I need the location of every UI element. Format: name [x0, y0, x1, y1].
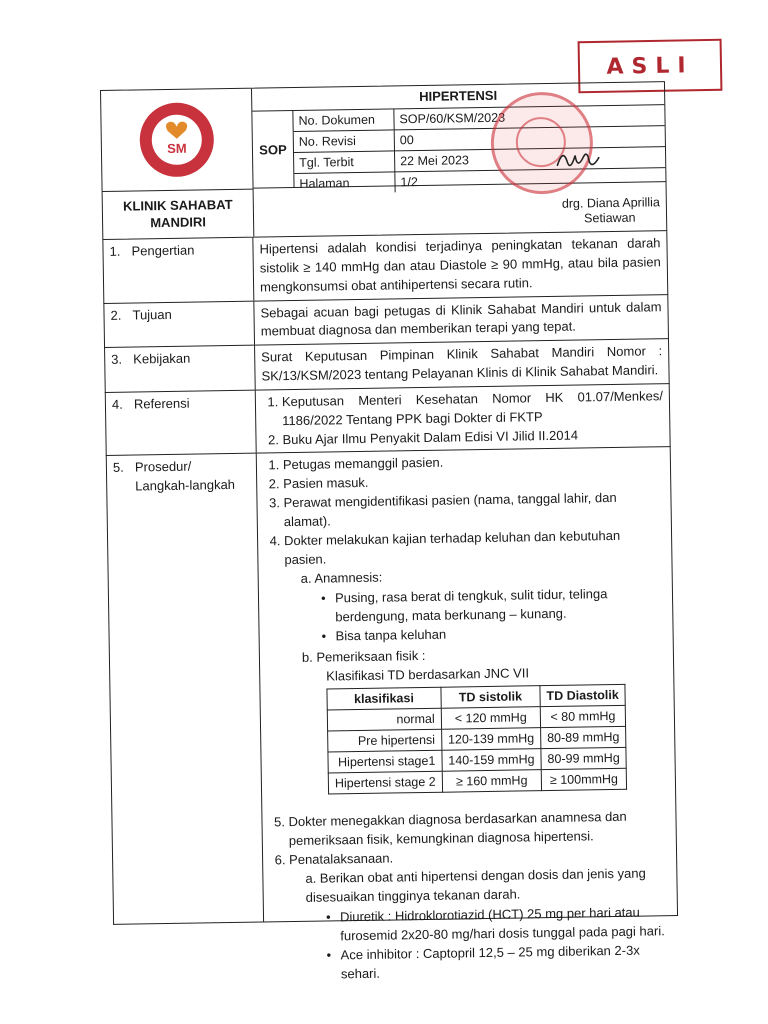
- table-cell: < 80 mmHg: [540, 705, 626, 727]
- list-item: 2. Pasien masuk.: [283, 469, 664, 494]
- table-cell: 80-89 mmHg: [540, 726, 626, 748]
- table-cell: normal: [327, 708, 441, 731]
- table-cell: Hipertensi stage 2: [328, 771, 442, 794]
- document-header: [100, 81, 667, 240]
- meta-key: Halaman: [294, 172, 395, 194]
- signature-area: [254, 182, 667, 236]
- section-tujuan: 2. Tujuan Sebagai acuan bagi petugas di Klinik Sahabat Mandiri untuk dalam membuat diagnosa dan memberikan terapi yang tepat.: [103, 295, 669, 349]
- list-item: 1. Keputusan Menteri Kesehatan Nomor HK 01.07/Menkes/ 1186/2022 Tentang PPK bagi Dokter di FKTP: [282, 387, 664, 431]
- table-header: klasifikasi: [327, 687, 441, 710]
- meta-key: No. Revisi: [294, 130, 395, 153]
- fisik-label: b. Pemeriksaan fisik :: [301, 647, 426, 665]
- section-prosedur: 5. Prosedur/ Langkah-langkah 1. Petugas memanggil pasien. 2. Pasien masuk. 3. Perawat mengidentifikasi pasien (nama, tanggal lahir, dan alamat). 4. Dokter melakukan kajian terhadap keluhan dan kebutuhan pasien. a. Anamnesis: • Pusing, rasa berat di tengkuk, sulit tidur, telinga berdengung, mata berkunang – kunang. • Bisa tanpa keluhan b. Pemeriksaan fisik : Klasifikasi TD berdasarkan JNC VII klasifikasi TD sistolik TD Diastolik normal < 120 mmHg < 80 mmHg Pre hipertensi 120-139 mmHg 80-89 mmHg Hipertensi stage1 140-159 mmHg 80-99 mmHg Hipertensi stage 2 ≥ 160 mmHg ≥ 100mmHg 5. Dokter menegakkan diagnosa berdasarkan anamnesa dan pemeriksaan fisik, kemungkinan diagnosa hipertensi. 6. Penatalaksanaan. a. Berikan obat anti hipertensi dengan dosis dan jenis yang disesuaikan tingginya tekanan darah. • Diuretik : Hidroklorotiazid (HCT) 25 mg per hari atau furosemid 2x20-80 mg/hari dosis tunggal pada pagi hari. • Ace inhibitor : Captopril 12,5 – 25 mg diberikan 2-3x sehari.: [106, 448, 678, 926]
- meta-value: SOP/60/KSM/2023: [394, 105, 665, 130]
- list-item: 1. Petugas memanggil pasien.: [283, 451, 664, 476]
- penatalaksanaan-a: a. Berikan obat anti hipertensi dengan dosis dan jenis yang disesuaikan tingginya tekanan darah.: [305, 865, 646, 905]
- svg-text:SM: SM: [167, 140, 187, 156]
- section-kebijakan: 3. Kebijakan Surat Keputusan Pimpinan Klinik Sahabat Mandiri Nomor : SK/13/KSM/2023 tentang Pelayanan Klinis di Klinik Sahabat Mandiri.: [104, 339, 670, 393]
- section-label: Referensi: [133, 395, 190, 412]
- table-cell: < 120 mmHg: [441, 706, 540, 729]
- table-caption: Klasifikasi TD berdasarkan JNC VII: [326, 665, 530, 684]
- document-meta: [252, 105, 665, 191]
- document-title: HIPERTENSI: [252, 82, 664, 111]
- table-cell: ≥ 100mmHg: [541, 768, 627, 790]
- list-item: 3. Perawat mengidentifikasi pasien (nama, tanggal lahir, dan alamat).: [283, 488, 665, 532]
- section-referensi: 4. Referensi 1. Keputusan Menteri Kesehatan Nomor HK 01.07/Menkes/ 1186/2022 Tentang PPK bagi Dokter di FKTP 2. Buku Ajar Ilmu Penyakit Dalam Edisi VI Jilid II.2014: [105, 384, 671, 456]
- table-row: [328, 768, 626, 794]
- list-item: • Ace inhibitor : Captopril 12,5 – 25 mg diberikan 2-3x sehari.: [326, 941, 672, 984]
- table-cell: 140-159 mmHg: [442, 749, 541, 772]
- section-pengertian: 1. Pengertian Hipertensi adalah kondisi terjadinya peningkatan tekanan darah sistolik ≥ 140 mmHg dan atau Diastole ≥ 90 mmHg, atau bila pasien mengkonsumsi obat antihipertensi secara rutin.: [102, 231, 668, 303]
- section-label: Tujuan: [132, 306, 172, 323]
- asli-stamp: ASLI: [578, 39, 723, 94]
- reference-list: [262, 387, 664, 450]
- sop-document: [100, 81, 678, 982]
- meta-table: [293, 105, 665, 194]
- drug-list: [326, 904, 672, 985]
- table-cell: Hipertensi stage1: [328, 750, 442, 773]
- table-cell: Pre hipertensi: [328, 729, 442, 752]
- sop-label: SOP: [252, 111, 294, 188]
- list-item: 6. Penatalaksanaan. a. Berikan obat anti hipertensi dengan dosis dan jenis yang disesuaikan tingginya tekanan darah. • Diuretik : Hidroklorotiazid (HCT) 25 mg per hari atau furosemid 2x20-80 mg/hari dosis tunggal pada pagi hari. • Ace inhibitor : Captopril 12,5 – 25 mg diberikan 2-3x sehari.: [289, 845, 672, 985]
- list-item: 4. Dokter melakukan kajian terhadap keluhan dan kebutuhan pasien. a. Anamnesis: • Pusing, rasa berat di tengkuk, sulit tidur, telinga berdengung, mata berkunang – kunang. • Bisa tanpa keluhan b. Pemeriksaan fisik : Klasifikasi TD berdasarkan JNC VII klasifikasi TD sistolik TD Diastolik normal < 120 mmHg < 80 mmHg Pre hipertensi 120-139 mmHg 80-89 mmHg Hipertensi stage1 140-159 mmHg 80-99 mmHg Hipertensi stage 2 ≥ 160 mmHg ≥ 100mmHg: [284, 526, 669, 795]
- list-item: • Diuretik : Hidroklorotiazid (HCT) 25 mg per hari atau furosemid 2x20-80 mg/hari dosis tunggal pada pagi hari.: [326, 904, 672, 947]
- section-label: Kebijakan: [133, 350, 191, 367]
- meta-value: 22 Mei 2023: [394, 147, 665, 172]
- handwritten-signature: [553, 143, 604, 178]
- signatory-name: drg. Diana Aprillia Setiawan: [561, 194, 660, 226]
- list-item: • Bisa tanpa keluhan: [321, 622, 666, 646]
- section-text: Sebagai acuan bagi petugas di Klinik Sahabat Mandiri untuk dalam membuat diagnosa dan memberikan terapi yang tepat.: [260, 298, 662, 339]
- meta-key: Tgl. Terbit: [294, 151, 395, 174]
- bp-classification-table: [326, 683, 627, 794]
- meta-key: No. Dokumen: [293, 109, 394, 131]
- procedure-steps: [263, 451, 672, 986]
- table-header: TD sistolik: [441, 685, 540, 708]
- section-text: Surat Keputusan Pimpinan Klinik Sahabat Mandiri Nomor : SK/13/KSM/2023 tentang Pelayanan Klinis di Klinik Sahabat Mandiri.: [261, 343, 663, 384]
- anamnesis-label: a. Anamnesis:: [300, 569, 383, 586]
- table-header: TD Diastolik: [540, 684, 626, 706]
- table-cell: 120-139 mmHg: [441, 727, 540, 750]
- section-label: Prosedur/ Langkah-langkah: [134, 459, 236, 494]
- list-item: 2. Buku Ajar Ilmu Penyakit Dalam Edisi VI Jilid II.2014: [282, 425, 663, 450]
- table-cell: 80-99 mmHg: [541, 747, 627, 769]
- anamnesis-list: [321, 585, 667, 647]
- list-item: 5. Dokter menegakkan diagnosa berdasarkan anamnesa dan pemeriksaan fisik, kemungkinan diagnosa hipertensi.: [288, 807, 670, 851]
- clinic-logo: [101, 89, 253, 192]
- meta-value: 00: [394, 126, 665, 151]
- meta-value: 1/2: [400, 175, 418, 190]
- clinic-name: KLINIK SAHABAT MANDIRI: [122, 197, 233, 230]
- section-label: Pengertian: [131, 242, 195, 259]
- list-item: • Pusing, rasa berat di tengkuk, sulit tidur, telinga berdengung, mata berkunang – kunang.: [321, 585, 667, 628]
- table-cell: ≥ 160 mmHg: [442, 770, 541, 793]
- section-text: Hipertensi adalah kondisi terjadinya peningkatan tekanan darah sistolik ≥ 140 mmHg dan atau Diastole ≥ 90 mmHg, atau bila pasien mengkonsumsi obat antihipertensi secara rutin.: [259, 235, 661, 295]
